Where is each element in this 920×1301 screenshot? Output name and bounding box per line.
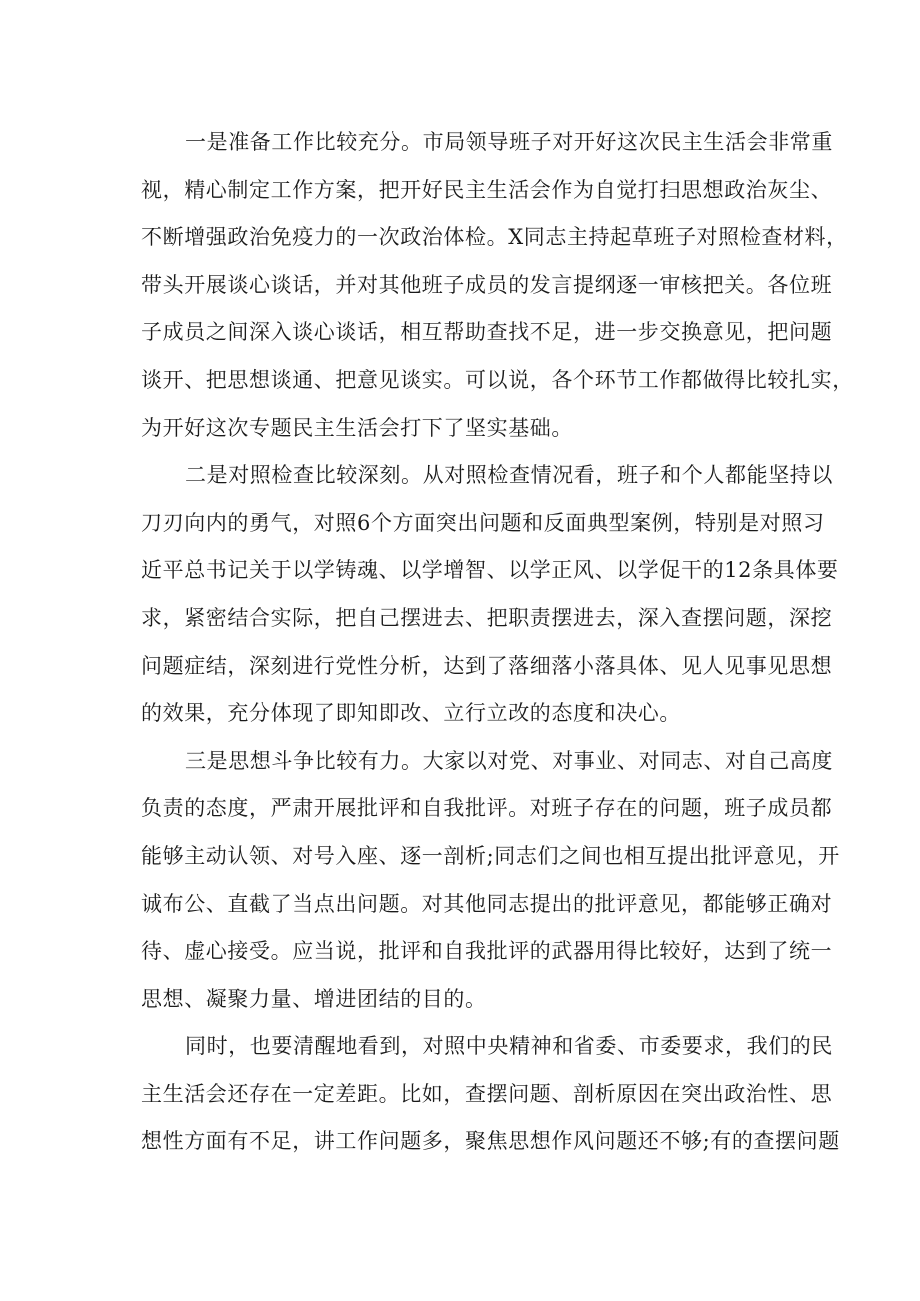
paragraph-1-line-5: 子成员之间深入谈心谈话，相互帮助查找不足，进一步交换意见，把问题 bbox=[141, 320, 833, 345]
paragraph-3-line-3: 能够主动认领、对号入座、逐一剖析;同志们之间也相互提出批评意见，开 bbox=[141, 843, 840, 868]
paragraph-2-line-2: 刀刃向内的勇气，对照6个方面突出问题和反面典型案例，特别是对照习 bbox=[141, 510, 825, 535]
paragraph-2-line-5: 问题症结，深刻进行党性分析，达到了落细落小落具体、见人见事见思想 bbox=[141, 653, 833, 678]
paragraph-1-line-1: 一是准备工作比较充分。市局领导班子对开好这次民主生活会非常重 bbox=[185, 130, 833, 154]
paragraph-3-line-5: 待、虚心接受。应当说，批评和自我批评的武器用得比较好，达到了统一 bbox=[141, 939, 833, 964]
paragraph-1-line-6: 谈开、把思想谈通、把意见谈实。可以说，各个环节工作都做得比较扎实， bbox=[141, 367, 854, 392]
paragraph-3-line-2: 负责的态度，严肃开展批评和自我批评。对班子存在的问题，班子成员都 bbox=[141, 796, 833, 821]
paragraph-1-line-4: 带头开展谈心谈话，并对其他班子成员的发言提纲逐一审核把关。各位班 bbox=[141, 272, 833, 297]
paragraph-2-line-3: 近平总书记关于以学铸魂、以学增智、以学正风、以学促干的12条具体要 bbox=[141, 558, 839, 583]
paragraph-3-line-6: 思想、凝聚力量、增进团结的目的。 bbox=[141, 986, 487, 1011]
paragraph-4-line-1: 同时，也要清醒地看到，对照中央精神和省委、市委要求，我们的民 bbox=[185, 1034, 833, 1059]
paragraph-2-line-4: 求，紧密结合实际，把自己摆进去、把职责摆进去，深入查摆问题，深挖 bbox=[141, 605, 833, 630]
paragraph-2-line-6: 的效果，充分体现了即知即改、立行立改的态度和决心。 bbox=[141, 701, 681, 726]
paragraph-1-line-3: 不断增强政治免疫力的一次政治体检。X同志主持起草班子对照检查材料， bbox=[141, 225, 848, 250]
paragraph-1-line-7: 为开好这次专题民主生活会打下了坚实基础。 bbox=[141, 415, 573, 440]
paragraph-3-line-1: 三是思想斗争比较有力。大家以对党、对事业、对同志、对自己高度 bbox=[185, 748, 833, 773]
paragraph-4-line-3: 想性方面有不足，讲工作问题多，聚焦思想作风问题还不够;有的查摆问题 bbox=[141, 1129, 840, 1154]
paragraph-1-line-2: 视，精心制定工作方案，把开好民主生活会作为自觉打扫思想政治灰尘、 bbox=[141, 177, 833, 202]
paragraph-3-line-4: 诚布公、直截了当点出问题。对其他同志提出的批评意见，都能够正确对 bbox=[141, 891, 833, 916]
paragraph-4-line-2: 主生活会还存在一定差距。比如，查摆问题、剖析原因在突出政治性、思 bbox=[141, 1081, 833, 1106]
document-body bbox=[141, 119, 854, 1166]
paragraph-2-line-1: 二是对照检查比较深刻。从对照检查情况看，班子和个人都能坚持以 bbox=[185, 463, 833, 488]
